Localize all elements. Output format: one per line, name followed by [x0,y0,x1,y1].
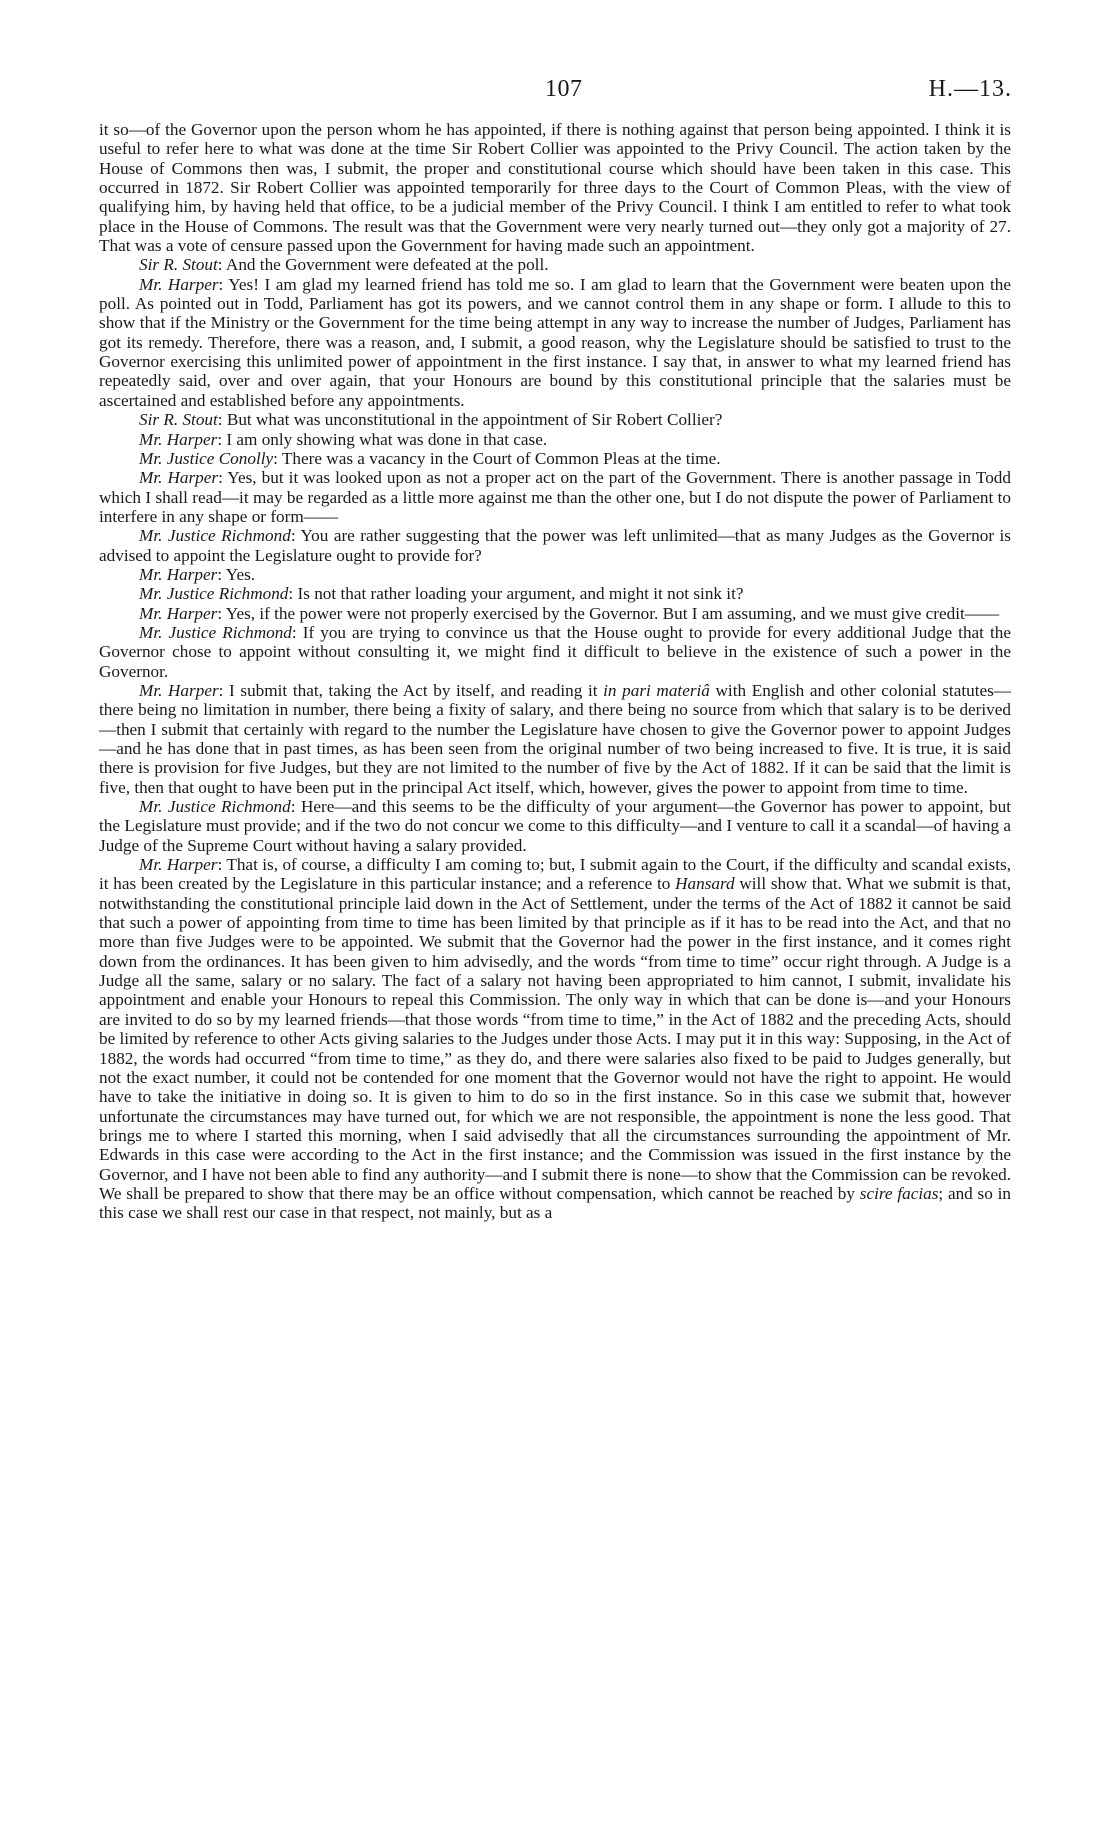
paragraph: Mr. Justice Richmond: If you are trying to convince us that the House ought to provide for every additional Judge that the Governor chose to appoint without consulting it, we might find it difficult to believe in the existence of such a power in the Governor. [99,622,1011,681]
paragraph: Mr. Harper: Yes, but it was looked upon as not a proper act on the part of the Government. There is another passage in Todd which I shall read—it may be regarded as a little more against me than the other one, but I do not dispute the power of Parliament to interfere in any shape or form—— [99,468,1011,526]
paragraph: Mr. Harper: Yes, if the power were not properly exercised by the Governor. But I am assuming, and we must give credit—— [139,603,1000,623]
paragraph: Mr. Harper: I am only showing what was done in that case. [139,429,548,449]
speaker-name: Mr. Justice Richmond [139,622,292,642]
document-reference: H.—13. [928,76,1012,102]
italic-term: scire facias [859,1183,939,1203]
speaker-name: Mr. Harper [139,429,218,449]
paragraph: Mr. Justice Richmond: You are rather suggesting that the power was left unlimited—that as many Judges as the Governor is advised to appoint the Legislature ought to provide for? [99,526,1011,565]
paragraph: it so—of the Governor upon the person whom he has appointed, if there is nothing against that person being appointed. I think it is useful to refer here to what was done at the time Sir Robert Collier was appointed to the Privy Council. The action taken by the House of Commons then was, I submit, the proper and constitutional course which should have been taken in this case. This occurred in 1872. Sir Robert Collier was appointed temporarily for three days to the Court of Common Pleas, with the view of qualifying him, by having held that office, to be a judicial member of the Privy Council. I think I am entitled to refer to what took place in the House of Commons. The result was that the Government were very nearly turned out—they only got a majority of 27. That was a vote of censure passed upon the Government for having made such an appointment. [99,120,1011,256]
paragraph: Mr. Justice Richmond: Is not that rather loading your argument, and might it not sink it? [139,584,744,604]
paragraph: Mr. Harper: That is, of course, a difficulty I am coming to; but, I submit again to the Court, if the difficulty and scandal exists, it has been created by the Legislature in this particular instance; and a reference to Hansard will show that. What we submit is that, notwithstanding the constitutional principle laid down in the Act of Settlement, under the terms of the Act of 1882 it cannot be said that such a power of appointing from time to time has been limited by that principle as if it has to be read into the Act, and that no more than five Judges were to be appointed. We submit that the Governor had the power in the first instance, and it comes right down from the ordinances. It has been given to him advisedly, and the words “from time to time” occur right through. A Judge is a Judge all the same, salary or no salary. The fact of a salary not having been appropriated to him cannot, I submit, invalidate his appointment and enable your Honours to repeal this Commission. The only way in which that can be done is—and your Honours are invited to do so by my learned friends—that those words “from time to time,” in the Act of 1882 and the preceding Acts, should be limited by reference to other Acts giving salaries to the Judges under those Acts. I may put it in this way: Supposing, in the Act of 1882, the words had occurred “from time to time,” as they do, and there were salaries also fixed to be paid to Judges generally, but not the exact number, it could not be contended for one moment that the Governor would not have the right to appoint. He would have to take the initiative in doing so. It is given to him to do so in the first instance. So in this case we submit that, however unfortunate the circumstances may have turned out, for which we are not responsible, the appointment is none the less good. That brings me to where I started this morning, when I said advisedly that all the circumstances surrounding the appointment of Mr. Edwards in this case were according to the Act in the first instance; and the Commission was issued in the first instance by the Governor, and I have not been able to find any authority—and I submit there is none—to show that the Commission can be revoked. We shall be prepared to show that there may be an office without compensation, which cannot be reached by scire facias; and so in this case we shall rest our case in that respect, not mainly, but as a [99,855,1011,1223]
speaker-name: Mr. Justice Richmond [139,526,291,546]
paragraph: Mr. Harper: Yes! I am glad my learned friend has told me so. I am glad to learn that the Government were beaten upon the poll. As pointed out in Todd, Parliament has got its powers, and we cannot control them in any shape or form. I allude to this to show that if the Ministry or the Government for the time being attempt in any way to increase the number of Judges, Parliament has got its remedy. Therefore, there was a reason, and, I submit, a good reason, why the Legislature should be satisfied to trust to the Governor exercising this unlimited power of appointment in the first instance. I say that, in answer to what my learned friend has repeatedly said, over and over again, that your Honours are bound by this constitutional principle that the salaries must be ascertained and established before any appointments. [99,274,1011,410]
paragraph: Mr. Harper: Yes. [139,564,256,584]
paragraph: Mr. Justice Richmond: Here—and this seems to be the difficulty of your argument—the Governor has power to appoint, but the Legislature must provide; and if the two do not concur we come to this difficulty—and I venture to call it a scandal—of having a Judge of the Supreme Court without having a salary provided. [99,797,1011,855]
speaker-name: Mr. Harper [139,603,218,623]
document-body [99,120,1011,1223]
italic-term: in pari materiâ [603,680,710,700]
speaker-name: Sir R. Stout [139,410,218,430]
speaker-name: Mr. Justice Conolly [139,448,274,468]
speaker-name: Mr. Harper [139,274,219,294]
speaker-name: Mr. Harper [139,564,218,584]
italic-term: Hansard [675,874,735,894]
paragraph: Sir R. Stout: And the Government were defeated at the poll. [139,255,549,275]
page-number: 107 [545,76,583,102]
paragraph: Mr. Justice Conolly: There was a vacancy in the Court of Common Pleas at the time. [139,448,721,468]
speaker-name: Sir R. Stout [139,255,218,275]
speaker-name: Mr. Harper [139,680,219,700]
paragraph: Sir R. Stout: But what was unconstitutional in the appointment of Sir Robert Collier? [139,410,723,430]
speaker-name: Mr. Justice Richmond [139,584,289,604]
speaker-name: Mr. Harper [139,468,219,488]
paragraph: Mr. Harper: I submit that, taking the Act by itself, and reading it in pari materiâ with English and other colonial statutes—there being no limitation in number, there being a fixity of salary, and there being no source from which that salary is to be derived—then I submit that certainly with regard to the number the Legislature have chosen to give the Governor power to appoint Judges—and he has done that in past times, as has been seen from the original number of two being increased to five. It is true, it is said there is provision for five Judges, but they are not limited to the number of five by the Act of 1882. If it can be said that the limit is five, then that ought to have been put in the principal Act itself, which, however, gives the power to appoint from time to time. [99,680,1011,797]
speaker-name: Mr. Harper [139,855,218,875]
page-header [0,76,1114,110]
speaker-name: Mr. Justice Richmond [139,797,291,817]
